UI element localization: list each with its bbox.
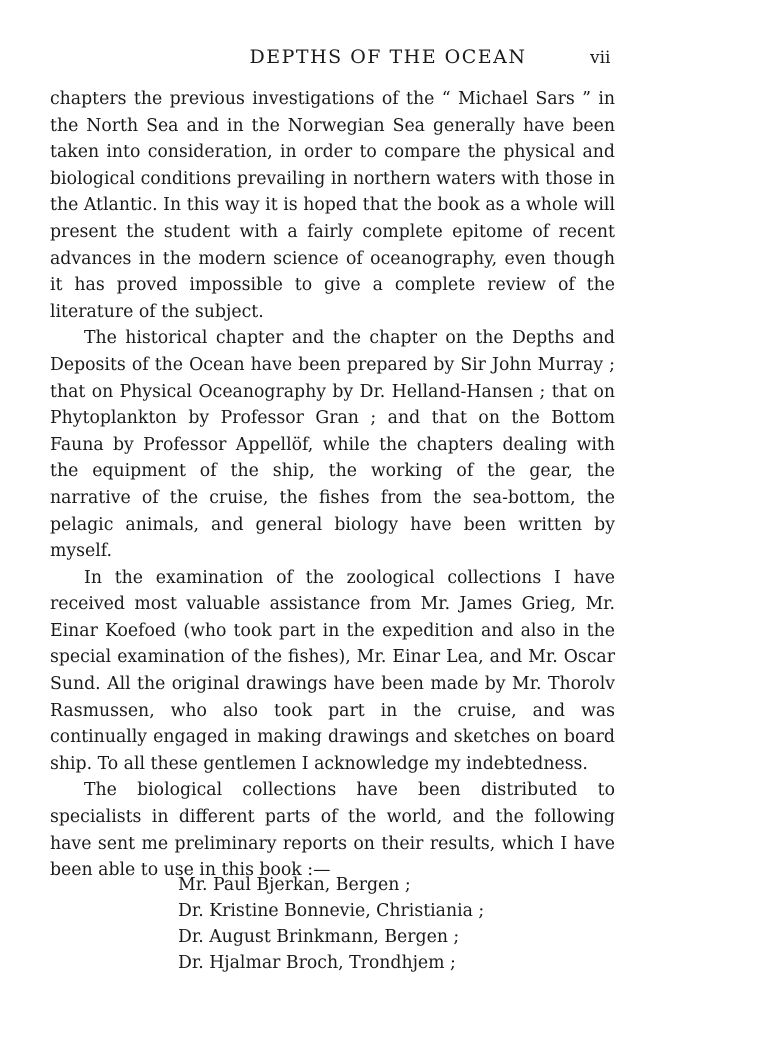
page-number: vii <box>590 48 611 68</box>
list-item: Dr. Kristine Bonnevie, Christiania ; <box>178 901 485 921</box>
paragraph-continuation: chapters the previous investigations of the “ Michael Sars ” in the North Sea and in the Norwegian Sea generally have been taken into consideration, in order to compare the physical and biological conditions prevailing in northern waters with those in the Atlantic. In this way it is hoped that the book as a whole will present the student with a fairly complete epitome of recent advances in the modern science of oceanography, even though it has proved impossible to give a complete review of the literature of the subject. <box>50 89 615 322</box>
paragraph-authors: The historical chapter and the chapter on the Depths and Deposits of the Ocean have been prepared by Sir John Murray ; that on Physical Oceanography by Dr. Helland-Hansen ; that on Phytoplankton by Professor Gran ; and that on the Bottom Fauna by Professor Appellöf, while the chapters dealing with the equipment of the ship, the working of the gear, the narrative of the cruise, the fishes from the sea-bottom, the pelagic animals, and general biology have been written by myself. <box>50 328 615 562</box>
body-text <box>50 86 615 884</box>
paragraph-collections: The biological collections have been distributed to specialists in different parts of the world, and the following have sent me preliminary reports on their results, which I have been able to use in this book :— <box>50 780 615 881</box>
list-item: Mr. Paul Bjerkan, Bergen ; <box>178 875 411 895</box>
list-item: Dr. August Brinkmann, Bergen ; <box>178 927 460 947</box>
paragraph-acknowledgements: In the examination of the zoological collections I have received most valuable assistance from Mr. James Grieg, Mr. Einar Koefoed (who took part in the expedition and also in the special examination of the fishes), Mr. Einar Lea, and Mr. Oscar Sund. All the original drawings have been made by Mr. Thorolv Rasmussen, who also took part in the cruise, and was continually engaged in making drawings and sketches on board ship. To all these gentlemen I acknowledge my indebtedness. <box>50 567 615 774</box>
page-header <box>0 46 776 76</box>
running-title: DEPTHS OF THE OCEAN <box>249 46 527 68</box>
list-item: Dr. Hjalmar Broch, Trondhjem ; <box>178 953 456 973</box>
specialist-list <box>178 872 618 976</box>
